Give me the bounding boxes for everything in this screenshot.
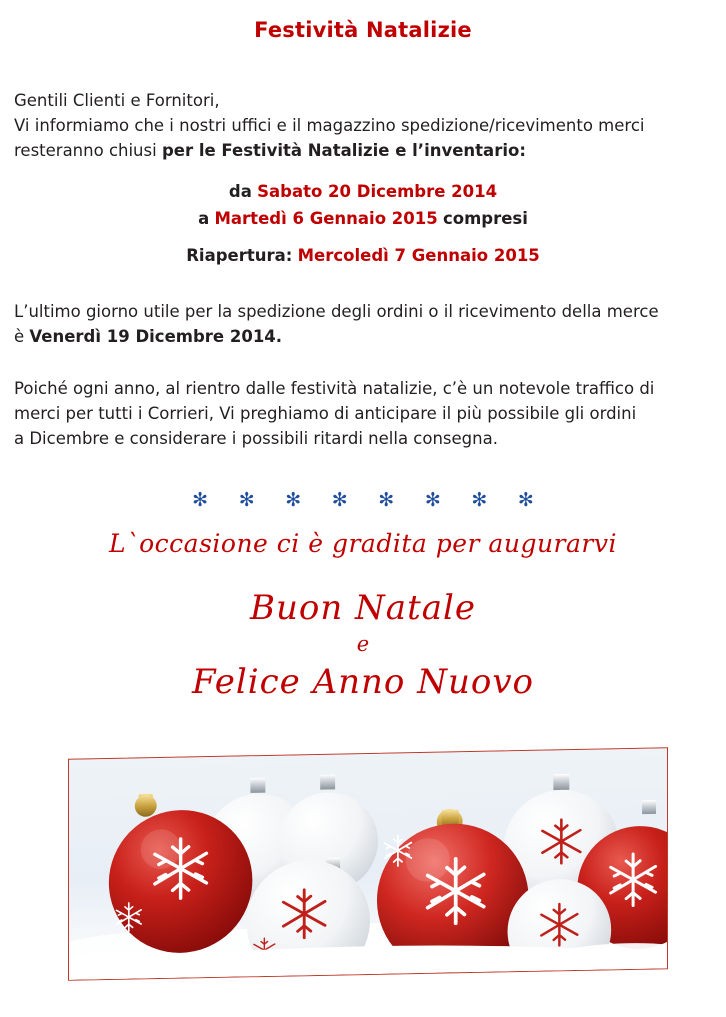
last-day-line-1: L’ultimo giorno utile per la spedizione degli ordini o il ricevimento della merce (14, 302, 659, 322)
christmas-photo-frame (68, 753, 668, 975)
last-day-bold: Venerdì 19 Dicembre 2014. (29, 327, 283, 347)
last-day-line-2 (14, 324, 712, 349)
intro-line-2 (14, 138, 712, 163)
star-divider: ✻ ✻ ✻ ✻ ✻ ✻ ✻ ✻ (192, 488, 546, 511)
closure-to-line (14, 206, 712, 233)
christmas-baubles-image (68, 747, 668, 981)
last-day-plain: è (14, 327, 30, 347)
baubles-illustration (69, 748, 667, 979)
traffic-line-1: Poiché ogni anno, al rientro dalle festività natalizie, c’è un notevole traffico di (14, 378, 655, 398)
greeting-intro: L`occasione ci è gradita per augurarvi (109, 528, 617, 558)
intro-line-2-plain: resteranno chiusi (14, 141, 162, 161)
last-shipping-day-block (14, 299, 712, 349)
from-prefix: da (228, 182, 252, 202)
salutation-line: Gentili Clienti e Fornitori, (14, 91, 220, 110)
closure-dates-block (14, 179, 712, 269)
intro-line-1: Vi informiamo che i nostri uffici e il magazzino spedizione/ricevimento merci (14, 116, 645, 136)
intro-line-2-bold: per le Festività Natalizie e l’inventario: (161, 141, 526, 161)
reopen-date: Mercoledì 7 Gennaio 2015 (297, 245, 540, 265)
reopen-label: Riapertura: (186, 245, 293, 265)
traffic-line-2: merci per tutti i Corrieri, Vi preghiamo di anticipare il più possibile gli ordini (14, 403, 637, 423)
to-date: Martedì 6 Gennaio 2015 (214, 208, 438, 228)
to-prefix: a (198, 208, 210, 228)
traffic-notice-block (14, 376, 712, 451)
greeting-buon-natale: Buon Natale (249, 587, 476, 628)
document-page (0, 18, 726, 1017)
page-title: Festività Natalizie (254, 18, 472, 42)
closure-from-line (14, 179, 712, 206)
greeting-felice-anno-nuovo: Felice Anno Nuovo (192, 661, 534, 702)
greeting-conjunction: e (356, 631, 370, 656)
to-suffix: compresi (442, 208, 528, 228)
letter-body (14, 88, 712, 163)
traffic-line-3: a Dicembre e considerare i possibili ritardi nella consegna. (14, 428, 498, 448)
from-date: Sabato 20 Dicembre 2014 (257, 182, 498, 202)
reopening-line (14, 243, 712, 270)
